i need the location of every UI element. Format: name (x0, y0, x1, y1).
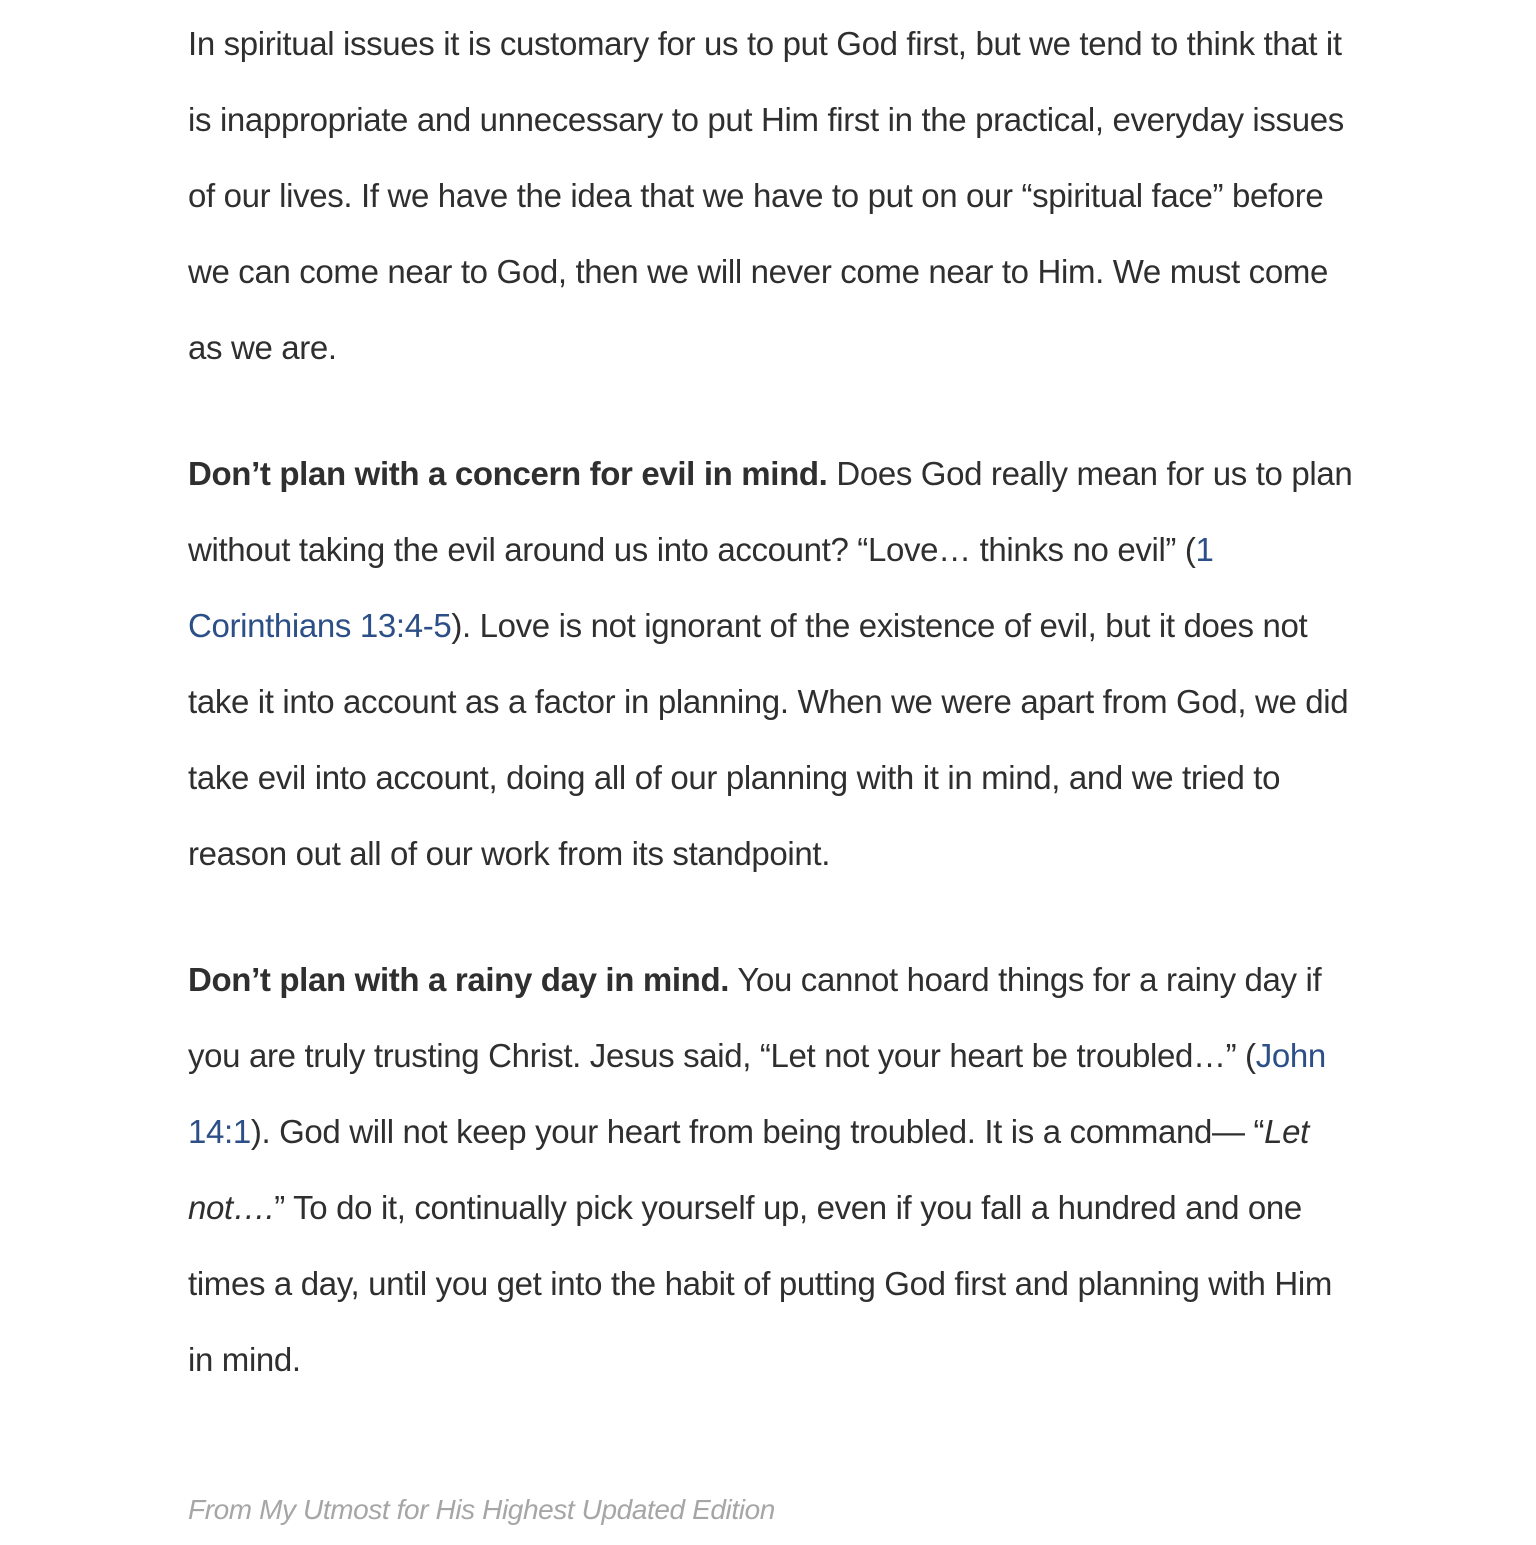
paragraph-rainy-day-text-c: ” To do it, continually pick yourself up, even if you fall a hundred and one times a day, until you get into the habit of putting God first and planning with Him in mind. (188, 1189, 1332, 1378)
paragraph-intro-text: In spiritual issues it is customary for us to put God first, but we tend to think that it is inappropriate and unnecessary to put Him first in the practical, everyday issues of our lives. If we have the idea that we have to put on our “spiritual face” before we can come near to God, then we will never come near to Him. We must come as we are. (188, 25, 1344, 366)
devotional-article (188, 6, 1363, 1398)
paragraph-evil-text-b: ). Love is not ignorant of the existence of evil, but it does not take it into account as a factor in planning. When we were apart from God, we did take evil into account, doing all of our planning with it in mind, and we tried to reason out all of our work from its standpoint. (188, 607, 1349, 872)
scripture-link-1-corinthians[interactable]: 1 Corinthians 13:4-5 (188, 531, 1214, 644)
paragraph-rainy-day-emphasis: Let not…. (188, 1113, 1309, 1226)
paragraph-evil-text-a: Does God really mean for us to plan without taking the evil around us into account? “Love… thinks no evil” ( (188, 455, 1353, 568)
scripture-link-john[interactable]: John 14:1 (188, 1037, 1326, 1150)
paragraph-evil-heading: Don’t plan with a concern for evil in mind. (188, 455, 828, 492)
paragraph-rainy-day-text-a: You cannot hoard things for a rainy day if you are truly trusting Christ. Jesus said, “Let not your heart be troubled…” ( (188, 961, 1322, 1074)
paragraph-evil (188, 436, 1363, 892)
paragraph-rainy-day (188, 942, 1363, 1398)
paragraph-rainy-day-text-b: ). God will not keep your heart from being troubled. It is a command— “ (250, 1113, 1265, 1150)
paragraph-intro (188, 6, 1363, 386)
paragraph-rainy-day-heading: Don’t plan with a rainy day in mind. (188, 961, 730, 998)
source-attribution: From My Utmost for His Highest Updated Edition (188, 1494, 775, 1525)
